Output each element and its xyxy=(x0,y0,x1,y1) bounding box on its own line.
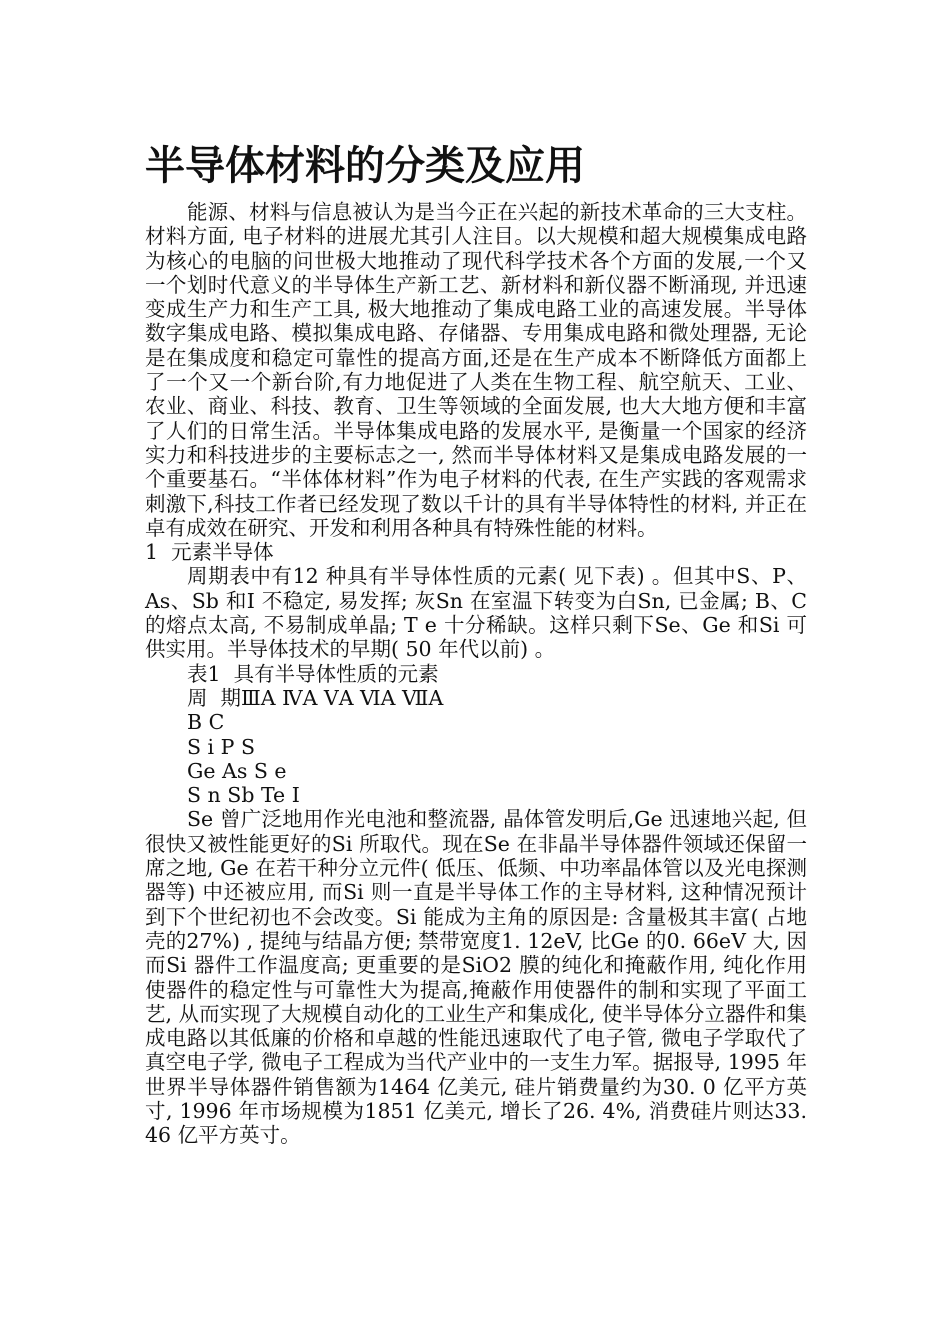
intro-paragraph: 能源、材料与信息被认为是当今正在兴起的新技术革命的三大支柱。材料方面, 电子材料的进展尤其引人注目。以大规模和超大规模集成电路为核心的电脑的问世极大地推动了现代科学技术各个方面的发展,一个又一个划时代意义的半导体生产新工艺、新材料和新仪器不断涌现, 并迅速变成生产力和生产工具, 极大地推动了集成电路工业的高速发展。半导体数字集成电路、模拟集成电路、存储器、专用集成电路和微处理器, 无论是在集成度和稳定可靠性的提高方面,还是在生产成本不断降低方面都上了一个又一个新台阶,有力地促进了人类在生物工程、航空航天、工业、农业、商业、科技、教育、卫生等领域的全面发展, 也大大地方便和丰富了人们的日常生活。半导体集成电路的发展水平, 是衡量一个国家的经济实力和科技进步的主要标志之一, 然而半导体材料又是集成电路发展的一个重要基石。“半体体材料”作为电子材料的代表, 在生产实践的客观需求刺激下,科技工作者已经发现了数以千计的具有半导体特性的材料, 并正在卓有成效在研究、开发和利用各种具有特殊性能的材料。 xyxy=(145,200,807,540)
se-ge-si-paragraph: Se 曾广泛地用作光电池和整流器, 晶体管发明后,Ge 迅速地兴起, 但很快又被性能更好的Si 所取代。现在Se 在非晶半导体器件领域还保留一席之地, Ge 在若干种分立元件( 低压、低频、中功率晶体管以及光电探测器等) 中还被应用, 而Si 则一直是半导体工作的主导材料, 这种情况预计到下个世纪初也不会改变。Si 能成为主角的原因是: 含量极其丰富( 占地壳的27%) , 提纯与结晶方便; 禁带宽度1. 12eV, 比Ge 的0. 66eV 大, 因而Si 器件工作温度高; 更重要的是SiO2 膜的纯化和掩蔽作用, 纯化作用使器件的稳定性与可靠性大为提高,掩蔽作用使器件的制和实现了平面工艺, 从而实现了大规模自动化的工业生产和集成化, 使半导体分立器件和集成电路以其低廉的价格和卓越的性能迅速取代了电子管, 微电子学取代了真空电子学, 微电子工程成为当代产业中的一支生力军。据报导, 1995 年世界半导体器件销售额为1464 亿美元, 硅片销费量约为30. 0 亿平方英寸, 1996 年市场规模为1851 亿美元, 增长了26. 4%, 消费硅片则达33. 46 亿平方英寸。 xyxy=(145,807,807,1148)
section-heading: 1 元素半导体 xyxy=(145,540,274,565)
elements-paragraph: 周期表中有12 种具有半导体性质的元素( 见下表) 。但其中S、P、As、Sb 和I 不稳定, 易发挥; 灰Sn 在室温下转变为白Sn, 已金属; B、C 的熔点太高, 不易制成单晶; T e 十分稀缺。这样只剩下Se、Ge 和Si 可供实用。半导体技术的早期( 50 年代以前) 。 xyxy=(145,564,807,662)
document-page xyxy=(145,138,807,1148)
table-row: S n Sb Te I xyxy=(187,783,300,808)
element-table xyxy=(145,662,807,808)
table-row: B C xyxy=(187,710,225,735)
table-caption: 表1 具有半导体性质的元素 xyxy=(187,661,439,686)
table-row: S i P S xyxy=(187,734,255,759)
document-title: 半导体材料的分类及应用 xyxy=(145,143,585,189)
table-header: 周 期ⅢA ⅣA ⅤA ⅥA ⅦA xyxy=(187,685,444,710)
table-row: Ge As S e xyxy=(187,758,287,783)
